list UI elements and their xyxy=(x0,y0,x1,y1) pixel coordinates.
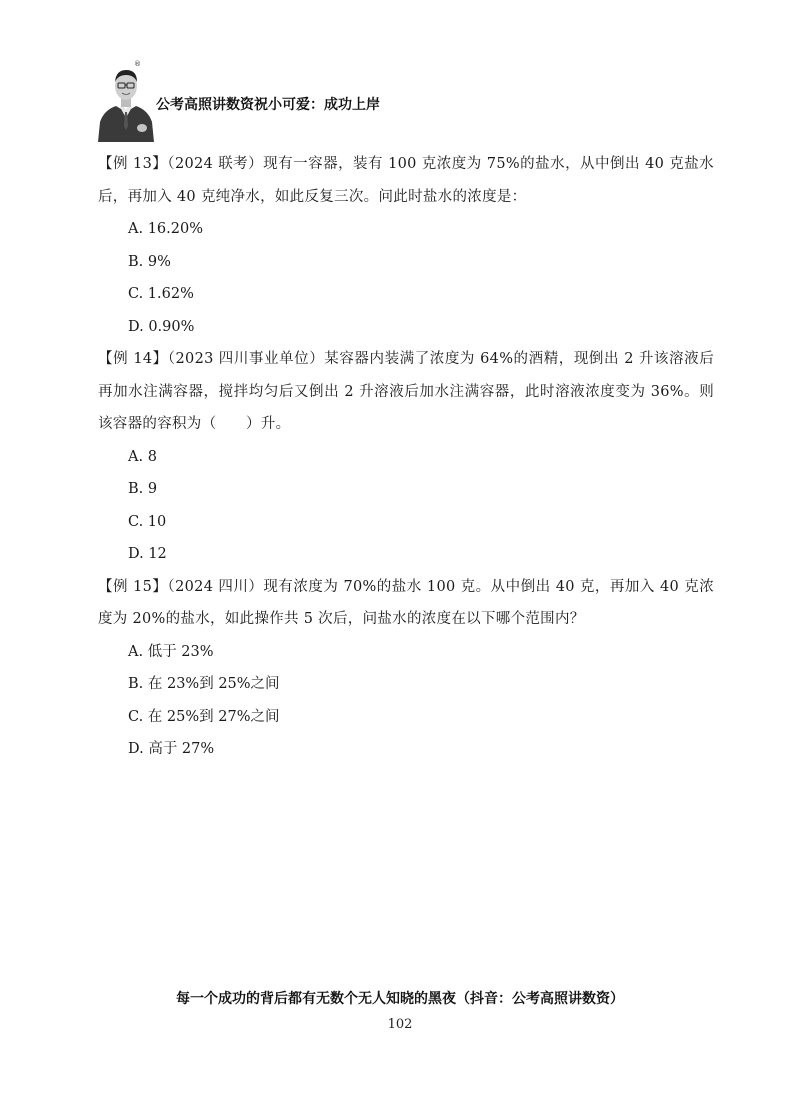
registered-mark: ® xyxy=(134,60,141,68)
option-a: A. 16.20% xyxy=(128,221,203,237)
option-a: A. 低于 23% xyxy=(128,643,214,660)
question-14 xyxy=(98,343,714,571)
teacher-avatar xyxy=(94,60,158,142)
question-15 xyxy=(98,571,714,766)
question-text: 【例 15】（2024 四川）现有浓度为 70%的盐水 100 克。从中倒出 40 克，再加入 40 克浓度为 20%的盐水，如此操作共 5 次后，问盐水的浓度在以下哪个范围内？ xyxy=(98,578,714,627)
header-title: 公考高照讲数资祝小可爱：成功上岸 xyxy=(156,97,380,113)
footer-slogan: 每一个成功的背后都有无数个无人知晓的黑夜（抖音：公考高照讲数资） xyxy=(176,991,624,1007)
question-list xyxy=(98,148,714,766)
option-c: C. 1.62% xyxy=(128,286,194,302)
option-b: B. 在 23%到 25%之间 xyxy=(128,676,280,692)
option-b: B. 9% xyxy=(128,253,171,270)
option-a: A. 8 xyxy=(128,448,157,465)
option-d: D. 高于 27% xyxy=(128,741,215,757)
option-d: D. 12 xyxy=(128,546,167,562)
question-text: 【例 14】（2023 四川事业单位）某容器内装满了浓度为 64%的酒精，现倒出 2 升该溶液后再加水注满容器，搅拌均匀后又倒出 2 升溶液后加水注满容器，此时溶液浓度变为 36%。则该容器的容积为（ ）升。 xyxy=(98,351,714,432)
page-number: 102 xyxy=(387,1017,413,1032)
option-d: D. 0.90% xyxy=(128,318,195,335)
question-text: 【例 13】（2024 联考）现有一容器，装有 100 克浓度为 75%的盐水，从中倒出 40 克盐水后，再加入 40 克纯净水，如此反复三次。问此时盐水的浓度是： xyxy=(98,156,714,205)
option-c: C. 10 xyxy=(128,513,167,530)
option-b: B. 9 xyxy=(128,481,158,497)
question-13 xyxy=(98,148,714,343)
option-c: C. 在 25%到 27%之间 xyxy=(128,708,280,725)
page-header xyxy=(94,60,694,144)
